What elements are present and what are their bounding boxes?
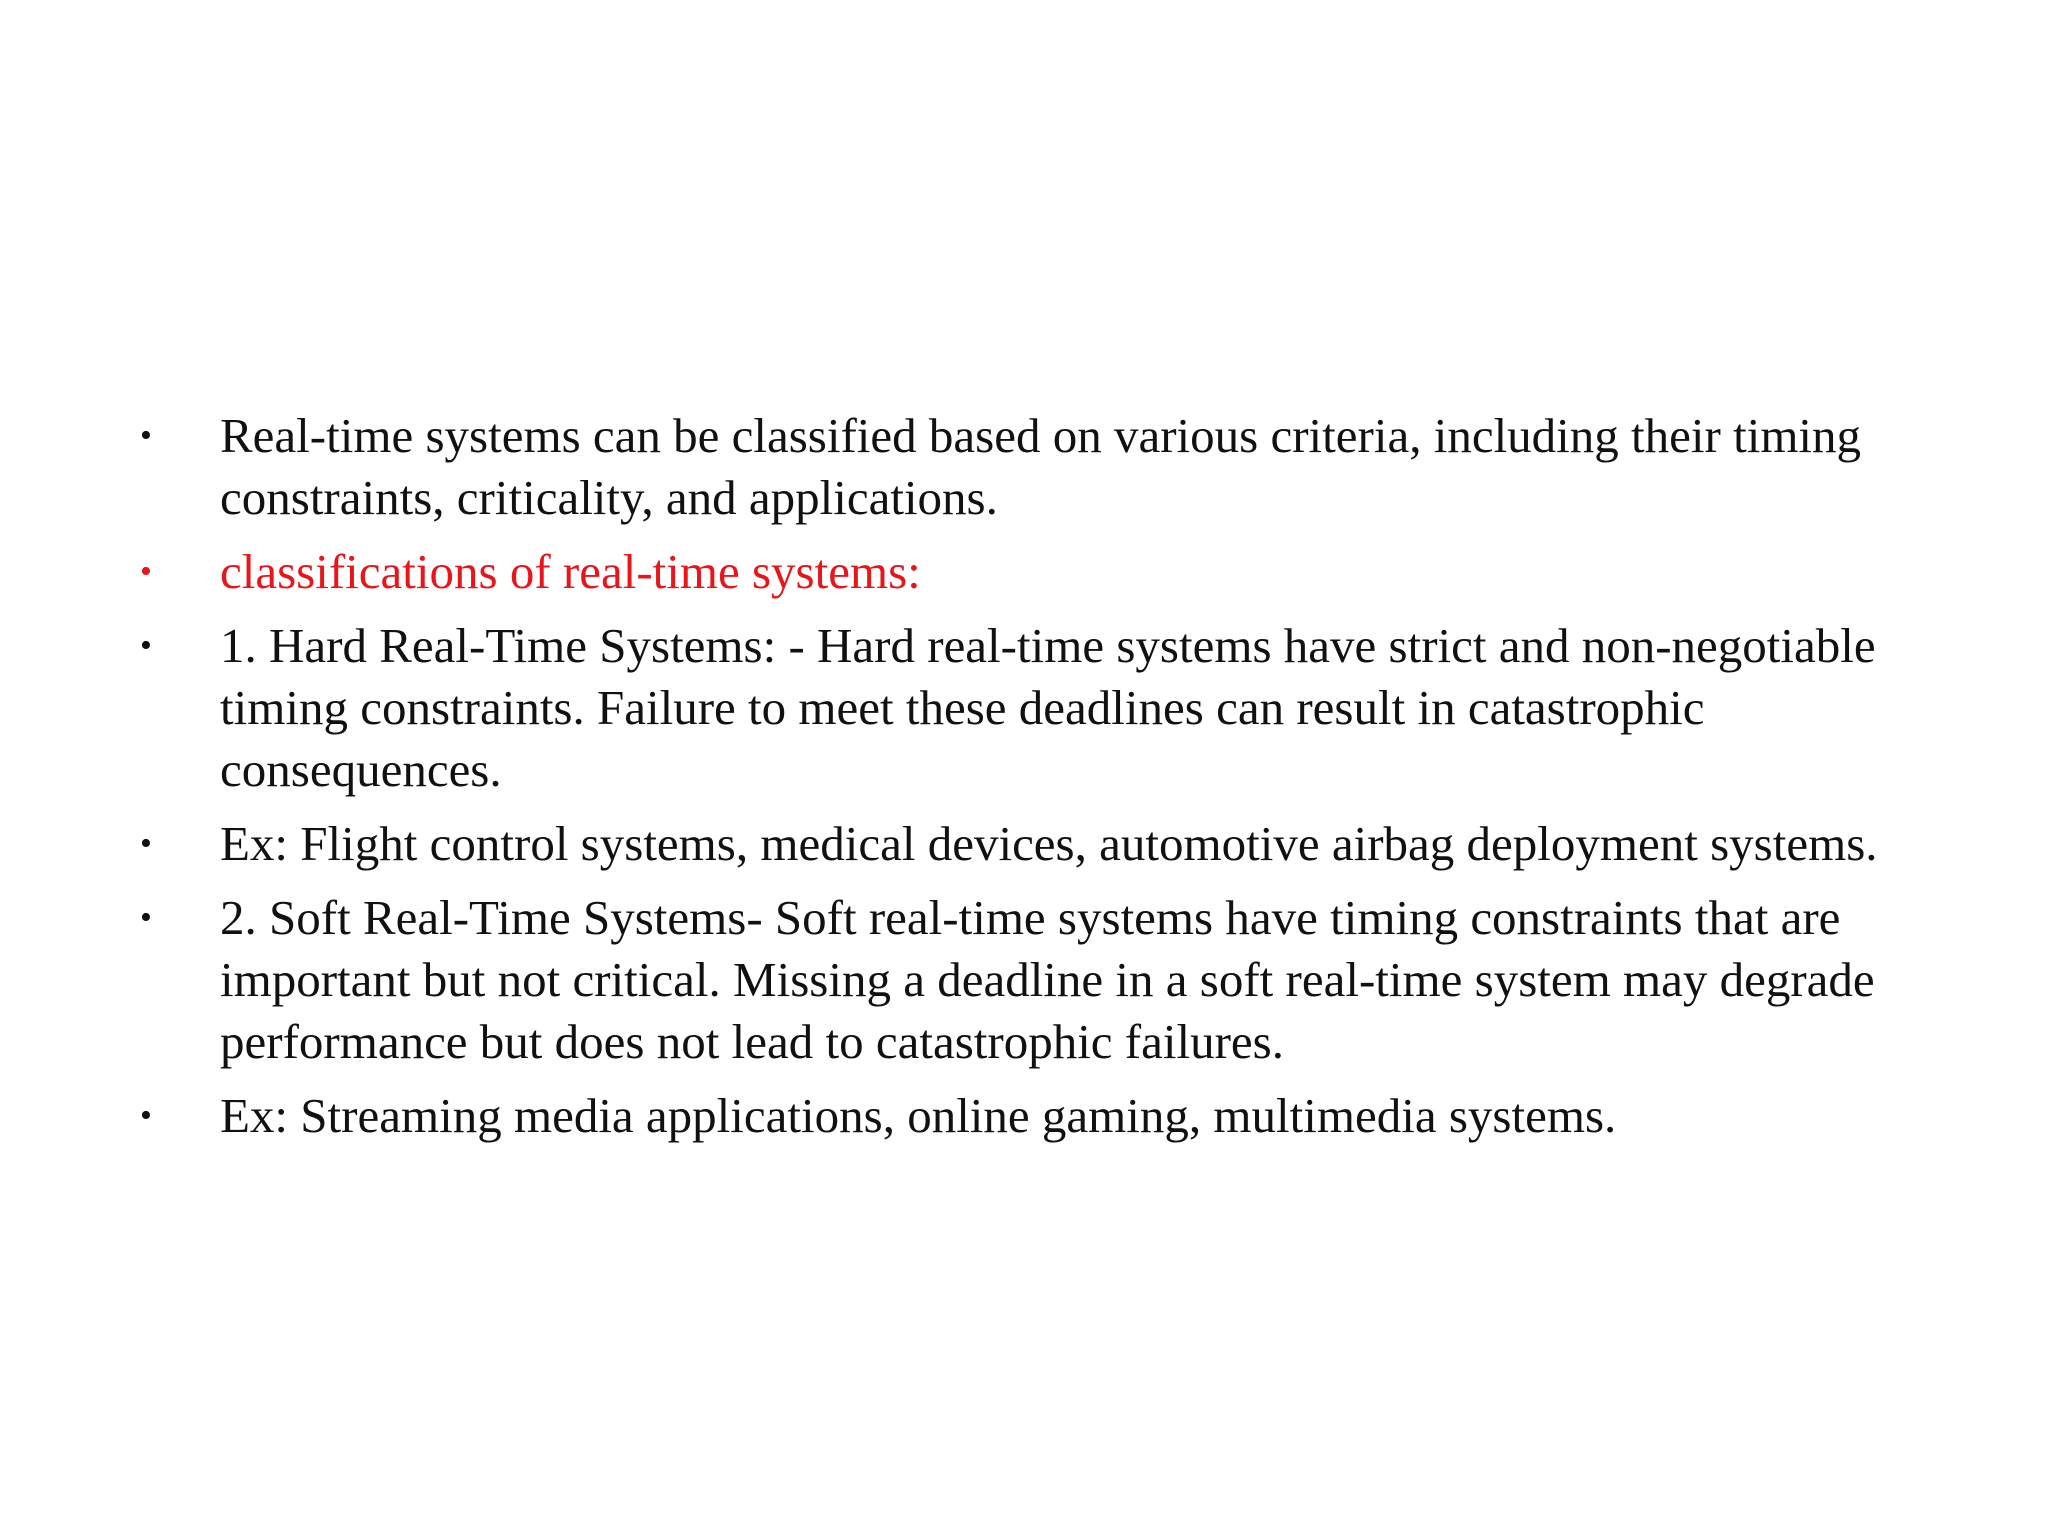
bullet-dot-icon: • xyxy=(140,899,152,936)
bullet-dot-icon: • xyxy=(140,553,152,590)
bullet-item-classifications-heading xyxy=(140,541,1970,603)
bullet-item-soft-real-time xyxy=(140,887,1970,1073)
bullet-item-classification-intro xyxy=(140,405,1970,529)
bullet-item-soft-real-time-example xyxy=(140,1085,1970,1147)
bullet-text: classifications of real-time systems: xyxy=(220,544,921,599)
bullet-list xyxy=(140,405,1970,1159)
bullet-dot-icon: • xyxy=(140,825,152,862)
bullet-dot-icon: • xyxy=(140,627,152,664)
bullet-item-hard-real-time xyxy=(140,615,1970,801)
bullet-text: Ex: Streaming media applications, online gaming, multimedia systems. xyxy=(220,1088,1617,1143)
bullet-text: Real-time systems can be classified based on various criteria, including their timing constraints, criticality, and applications. xyxy=(220,408,1862,525)
bullet-item-hard-real-time-example xyxy=(140,813,1970,875)
bullet-dot-icon: • xyxy=(140,417,152,454)
bullet-text: Ex: Flight control systems, medical devices, automotive airbag deployment systems. xyxy=(220,816,1878,871)
bullet-text: 2. Soft Real-Time Systems- Soft real-time systems have timing constraints that are important but not critical. Missing a deadline in a soft real-time system may degrade performance but does not lead to catastrophic failures. xyxy=(220,890,1875,1069)
bullet-dot-icon: • xyxy=(140,1097,152,1134)
bullet-text: 1. Hard Real-Time Systems: - Hard real-time systems have strict and non-negotiable timing constraints. Failure to meet these deadlines can result in catastrophic consequences. xyxy=(220,618,1876,797)
